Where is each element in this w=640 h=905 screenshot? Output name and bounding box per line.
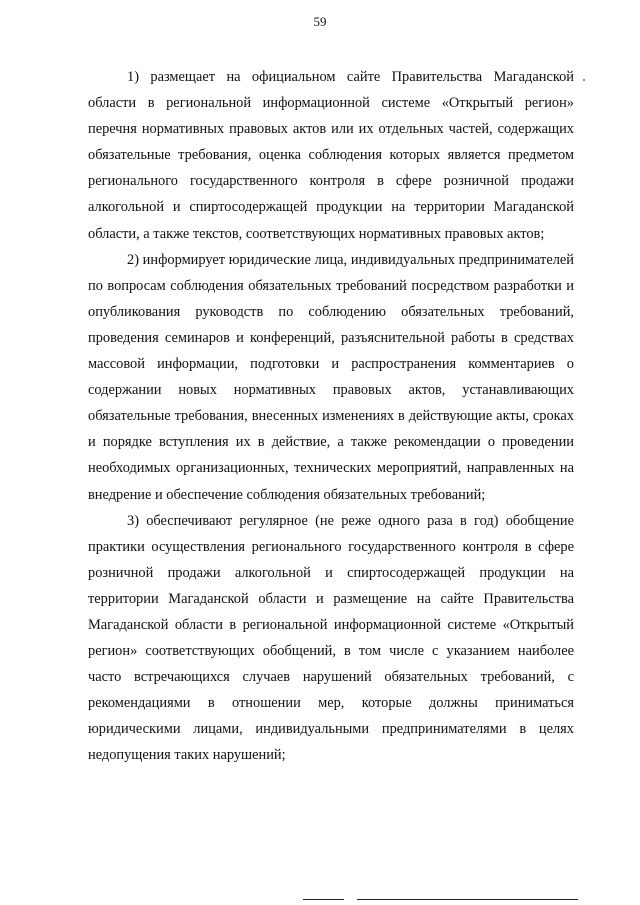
page-number: 59 [313,14,327,29]
paragraph-2: 2) информирует юридические лица, индивидуальных предпринимателей по вопросам соблюдения обязательных требований посредством разработки и опубликования руководств по соблюдению обязательных требований, проведения семинаров и конференций, разъяснительной работы в средствах массовой информации, подготовки и распространения комментариев о содержании новых нормативных правовых актов, устанавливающих обязательные требования, внесенных изменениях в действующие акты, сроках и порядке вступления их в действие, а также рекомендации о проведении необходимых организационных, технических мероприятий, направленных на внедрение и обеспечение соблюдения обязательных требований; [88,251,574,503]
footer-rule-left [303,899,344,900]
paragraph-1: 1) размещает на официальном сайте Правительства Магаданской области в региональной информационной системе «Открытый регион» перечня нормативных правовых актов или их отдельных частей, содержащих обязательные требования, оценка соблюдения которых является предметом регионального государственного контроля в сфере розничной продажи алкогольной и спиртосодержащей продукции на территории Магаданской области, а также текстов, соответствующих нормативных правовых актов; [88,69,574,242]
document-body [88,64,574,769]
footer-rule-right [357,899,578,900]
paragraph-3: 3) обеспечивают регулярное (не реже одного раза в год) обобщение практики осуществления регионального государственного контроля в сфере розничной продажи алкогольной и спиртосодержащей продукции на территории Магаданской области и размещение на сайте Правительства Магаданской области в региональной информационной системе «Открытый регион» соответствующих обобщений, в том числе с указанием наиболее часто встречающихся случаев нарушений обязательных требований, с рекомендациями в отношении мер, которые должны приниматься юридическими лицами, индивидуальными предпринимателями в целях недопущения таких нарушений; [88,512,574,764]
scan-speck [583,79,585,81]
